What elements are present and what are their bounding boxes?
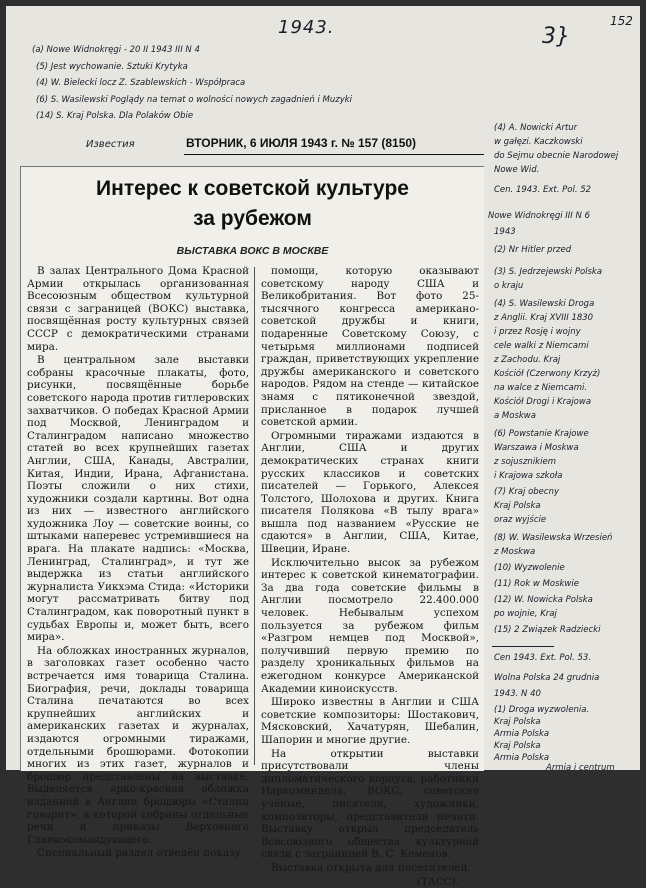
margin-note: po wojnie, Kraj <box>494 610 557 619</box>
header-note: (5) Jest wychowanie. Sztuki Krytyka <box>36 63 188 72</box>
margin-note: a Moskwa <box>494 412 536 421</box>
margin-note: Armia i centrum <box>546 764 615 773</box>
margin-note: na walce z Niemcami. <box>494 384 587 393</box>
margin-note: (12) W. Nowicka Polska <box>494 596 593 605</box>
page-number: 152 <box>610 15 633 27</box>
margin-note: w gałęzi. Kaczkowski <box>494 138 583 147</box>
margin-note: Kraj Polska <box>494 502 541 511</box>
margin-note: do Sejmu obecnie Narodowej <box>494 152 618 161</box>
paragraph: Широко известны в Англии и США советские композиторы: Шостакович, Мясковский, Хачатурян, Шебалин, Шапорин и многие другие. <box>261 696 479 746</box>
margin-note: (10) Wyzwolenie <box>494 564 565 573</box>
newspaper-dateline: ВТОРНИК, 6 ИЮЛЯ 1943 г. № 157 (8150) <box>186 136 416 150</box>
margin-note: Cen 1943. Ext. Pol. 53. <box>494 654 591 663</box>
paragraph: На открытии выставки присутствовали члены дипломатического корпуса, работники Наркоминдела, ВОКС, советские учёные, писатели, художники, композиторы, представители печати. Выставку открыл председатель Всесоюзного общества культурной связи с заграницей В. С. Кеменов. <box>261 748 479 861</box>
margin-note: Warszawa i Moskwa <box>494 444 579 453</box>
headline: Интерес к советской культуре <box>21 177 484 201</box>
article-column-1 <box>27 265 249 861</box>
newspaper-clipping <box>20 166 484 771</box>
margin-note: o kraju <box>494 282 523 291</box>
margin-note: Kościół (Czerwony Krzyż) <box>494 370 600 379</box>
headline-line2: за рубежом <box>21 207 484 231</box>
paragraph: Выставка открыта для посетителей. <box>261 862 479 875</box>
source-word: Известия <box>86 140 135 150</box>
margin-note: z Anglii. Kraj XVIII 1830 <box>494 314 593 323</box>
margin-note: Cen. 1943. Ext. Pol. 52 <box>494 186 591 195</box>
margin-note: Kościół Drogi i Krajowa <box>494 398 591 407</box>
dateline-rule <box>184 154 484 155</box>
margin-note: 1943. N 40 <box>494 690 541 699</box>
margin-note: (1) Droga wyzwolenia. <box>494 706 589 715</box>
margin-note: 1943 <box>494 228 516 237</box>
margin-note: i przez Rosję i wojny <box>494 328 581 337</box>
margin-note: Nowe Widnokręgi III N 6 <box>488 212 590 221</box>
header-note: (a) Nowe Widnokręgi - 20 II 1943 III N 4 <box>32 46 200 55</box>
margin-note: Kraj Polska <box>494 742 541 751</box>
article-column-2 <box>261 265 479 888</box>
margin-note: (3) S. Jedrzejewski Polska <box>494 268 602 277</box>
archive-page <box>6 6 640 770</box>
agency-credit: (ТАСС). <box>261 876 459 888</box>
paragraph: Огромными тиражами издаются в Англии, США и других демократических странах книги русских классиков и советских писателей — Горького, Алексея Толстого, Шолохова и других. Книга писателя Полякова «В тылу врага» вышла под названием «Русские не сдаются» в Англии, США, Китае, Швеции, Иране. <box>261 430 479 556</box>
margin-note: (8) W. Wasilewska Wrzesień <box>494 534 612 543</box>
paragraph: Исключительно высок за рубежом интерес к советской кинематографии. За два года советские фильмы в Англии посмотрело 22.400.000 человек. Небывалым успехом пользуется за рубежом фильм «Разгром немцев под Москвой», получивший первую премию по разделу хроникальных фильмов на ежегодном конкурсе Американской Академии киноискусств. <box>261 557 479 696</box>
header-note: (6) S. Wasilewski Poglądy na temat o wolności nowych zagadnień i Muzyki <box>36 96 352 105</box>
handwritten-year: 1943. <box>278 19 335 37</box>
margin-note: (2) Nr Hitler przed <box>494 246 571 255</box>
margin-note: Armia Polska <box>494 754 549 763</box>
header-note: (14) S. Kraj Polska. Dla Polaków Obie <box>36 112 193 121</box>
margin-note: (7) Kraj obecny <box>494 488 559 497</box>
subheadline: ВЫСТАВКА ВОКС В МОСКВЕ <box>21 245 484 257</box>
margin-note: (4) A. Nowicki Artur <box>494 124 577 133</box>
margin-rule <box>492 646 554 647</box>
header-note: (4) W. Bielecki locz Z. Szablewskich - Współpraca <box>36 79 245 88</box>
margin-note: cele walki z Niemcami <box>494 342 589 351</box>
margin-note: (4) S. Wasilewski Droga <box>494 300 594 309</box>
margin-note: (11) Rok w Moskwie <box>494 580 579 589</box>
margin-note: Wolna Polska 24 grudnia <box>494 674 599 683</box>
paragraph: В центральном зале выставки собраны красочные плакаты, фото, рисунки, посвящённые борьбе советского народа против гитлеровских захватчиков. О победах Красной Армии под Москвой, Ленинградом и Сталинградом написано множество статей во всех крупнейших газетах Англии, США, Канады, Австралии, Китая, Индии, Ирана, Афганистана. Поэты сложили о них стихи, художники создали картины. Вот одна из них — известного английского художника Лоу — советские воины, со штыками наперевес устремившиеся на врага. На плакате надпись: «Москва, Ленинград, Сталинград», и тут же выдержка из статьи английского журналиста Уикхэма Стида: «Историки могут рассматривать битву под Сталинградом, как поворотный пункт в судьбах Европы и, может быть, всего мира». <box>27 354 249 644</box>
paragraph: В залах Центрального Дома Красной Армии открылась организованная Всесоюзным обществом культурной связи с заграницей (ВОКС) выставка, посвящённая росту культурных связей СССР с демократическими странами мира. <box>27 265 249 353</box>
margin-note: oraz wyjście <box>494 516 546 525</box>
margin-note: z Moskwa <box>494 548 535 557</box>
margin-note: i Krajowa szkoła <box>494 472 562 481</box>
corner-mark: 3} <box>542 26 570 48</box>
paragraph: помощи, которую оказывают советскому народу США и Великобритания. Вот фото 25-тысячного конгресса американо-советской дружбы и книги, подаренные Советскому Союзу, с четырьмя миллионами подписей граждан, приветствующих укрепление дружбы американского и советского народов. Рядом на стенде — китайское знамя с пятиконечной звездой, присланное в подарок лучшей советской армии. <box>261 265 479 429</box>
margin-note: (6) Powstanie Krajowe <box>494 430 589 439</box>
margin-note: Kraj Polska <box>494 718 541 727</box>
margin-note: Armia Polska <box>494 730 549 739</box>
column-divider <box>254 267 255 765</box>
margin-note: (15) 2 Związek Radziecki <box>494 626 600 635</box>
paragraph: На обложках иностранных журналов, в заголовках газет особенно часто встречается имя товарища Сталина. Биография, речи, доклады товарища Сталина печатаются во всех крупнейших английских и американских газетах и журналах, издаются огромными тиражами, отдельными брошюрами. Фотокопии многих из этих газет, журналов и брошюр представлены на выставке. Выделяется ярко-красная обложка изданной в Англии брошюры «Сталин говорит», в которой собраны отдельные речи и приказы Верховного Главнокомандующего. <box>27 645 249 847</box>
margin-note: z Zachodu. Kraj <box>494 356 560 365</box>
margin-note: z sojusznikiem <box>494 458 556 467</box>
paragraph: Специальный раздел отведён показу <box>27 847 249 860</box>
margin-note: Nowe Wid. <box>494 166 539 175</box>
